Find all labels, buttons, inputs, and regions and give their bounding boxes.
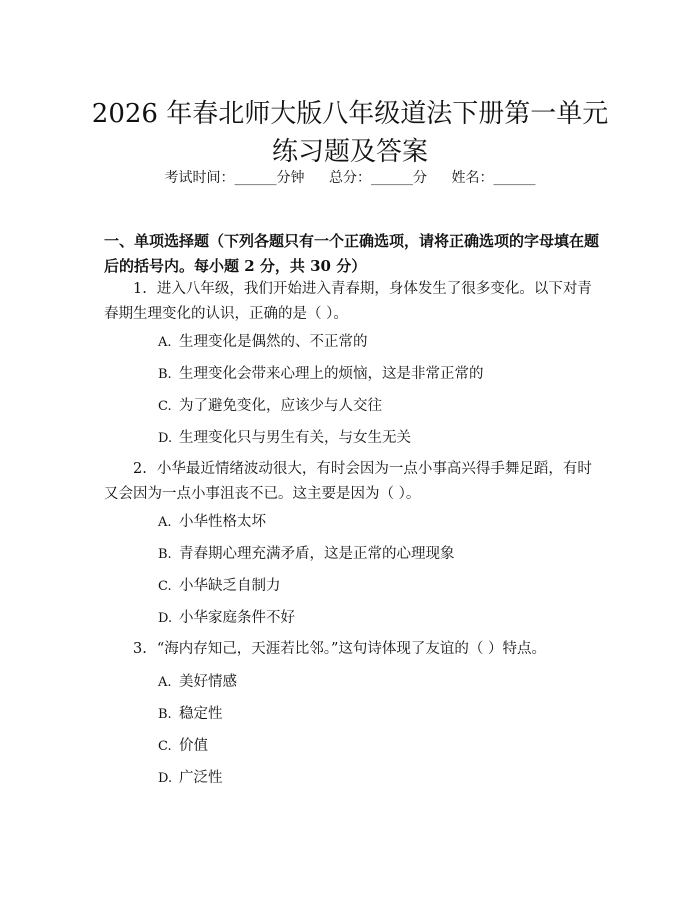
option-letter: D. bbox=[158, 431, 173, 446]
option-letter: C. bbox=[158, 739, 172, 754]
question-1-option-c bbox=[158, 395, 598, 418]
question-3-option-a bbox=[158, 671, 598, 694]
option-letter: A. bbox=[158, 335, 172, 350]
option-letter: C. bbox=[158, 399, 172, 414]
question-2-option-d bbox=[158, 607, 598, 630]
question-text: “海内存知己，天涯若比邻。”这句诗体现了友谊的（ ）特点。 bbox=[156, 641, 547, 657]
option-text: 广泛性 bbox=[179, 770, 223, 786]
question-text: 小华最近情绪波动很大，有时会因为一点小事高兴得手舞足蹈，有时又会因为一点小事沮丧不已。这主要是因为（ ）。 bbox=[104, 461, 592, 502]
option-text: 生理变化会带来心理上的烦恼，这是非常正常的 bbox=[179, 366, 484, 382]
title-line-2: 练习题及答案 bbox=[271, 137, 428, 168]
question-3-option-d bbox=[158, 767, 598, 790]
option-text: 小华缺乏自制力 bbox=[179, 578, 281, 594]
question-1-option-d bbox=[158, 427, 598, 450]
question-2-option-c bbox=[158, 575, 598, 598]
exam-time-field: 考试时间：______分钟 bbox=[164, 170, 305, 186]
option-letter: B. bbox=[158, 547, 172, 562]
option-letter: A. bbox=[158, 515, 172, 530]
option-letter: B. bbox=[158, 367, 172, 382]
option-letter: D. bbox=[158, 611, 173, 626]
question-text: 进入八年级，我们开始进入青春期，身体发生了很多变化。以下对青春期生理变化的认识，正确的是（ ）。 bbox=[104, 281, 592, 322]
question-2-option-a bbox=[158, 511, 598, 534]
question-2 bbox=[104, 457, 604, 507]
option-letter: C. bbox=[158, 579, 172, 594]
option-text: 生理变化是偶然的、不正常的 bbox=[179, 334, 368, 350]
option-text: 稳定性 bbox=[179, 706, 223, 722]
option-letter: B. bbox=[158, 707, 172, 722]
question-3-option-b bbox=[158, 703, 598, 726]
option-letter: D. bbox=[158, 771, 173, 786]
option-text: 为了避免变化，应该少与人交往 bbox=[179, 398, 382, 414]
option-text: 小华性格太坏 bbox=[179, 514, 266, 530]
option-text: 小华家庭条件不好 bbox=[179, 610, 295, 626]
question-3 bbox=[104, 637, 604, 662]
question-number: 1. bbox=[133, 281, 147, 297]
question-1-option-b bbox=[158, 363, 598, 386]
question-3-option-c bbox=[158, 735, 598, 758]
question-number: 2. bbox=[133, 461, 147, 477]
question-2-option-b bbox=[158, 543, 598, 566]
question-number: 3. bbox=[133, 641, 147, 657]
total-score-field: 总分：______分 bbox=[329, 170, 427, 186]
section-heading-single-choice: 一、单项选择题（下列各题只有一个正确选项，请将正确选项的字母填在题后的括号内。每小题 2 分，共 30 分） bbox=[104, 232, 600, 275]
document-title bbox=[0, 95, 700, 171]
title-line-1: 2026 年春北师大版八年级道法下册第一单元 bbox=[91, 99, 609, 130]
student-name-field: 姓名：______ bbox=[451, 170, 536, 186]
question-1 bbox=[104, 277, 604, 327]
option-text: 价值 bbox=[179, 738, 208, 754]
option-text: 美好情感 bbox=[179, 674, 237, 690]
option-text: 生理变化只与男生有关，与女生无关 bbox=[179, 430, 411, 446]
question-1-option-a bbox=[158, 331, 598, 354]
exam-info-line bbox=[0, 168, 700, 188]
option-text: 青春期心理充满矛盾，这是正常的心理现象 bbox=[179, 546, 455, 562]
option-letter: A. bbox=[158, 675, 172, 690]
